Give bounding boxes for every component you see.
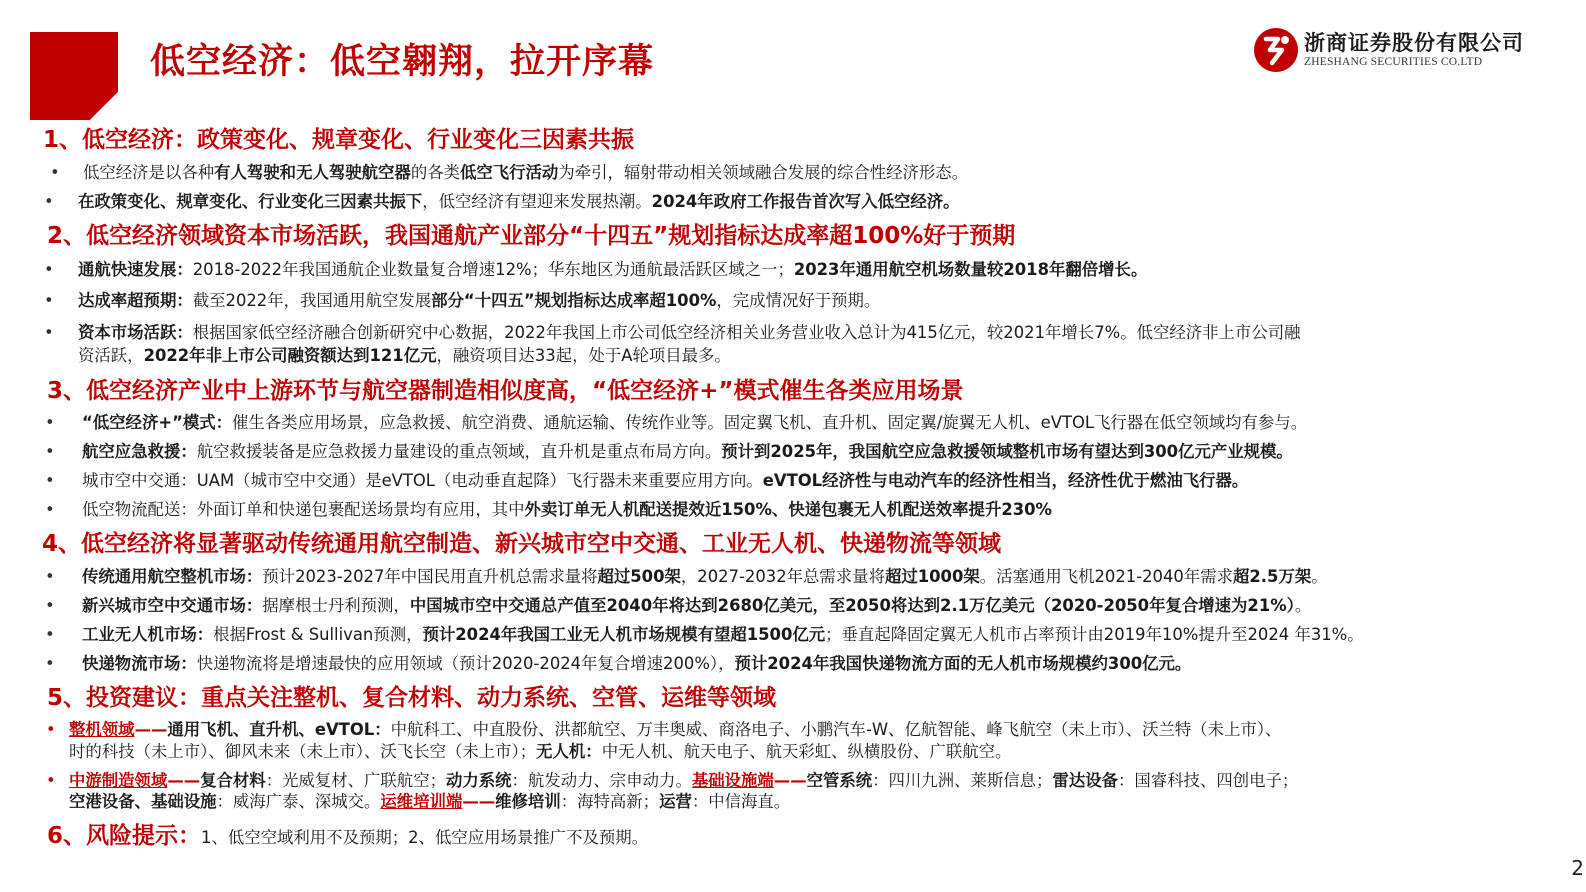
section-1-bullet-1: • 低空经济是以各种有人驾驶和无人驾驶航空器的各类低空飞行活动为牵引，辐射带动相关领域融合发展的综合性经济形态。 bbox=[50, 163, 969, 182]
section-4-bullet-4: • 快递物流市场：快递物流将是增速最快的应用领域（预计2020-2024年复合增速200%），预计2024年我国快递物流方面的无人机市场规模约300亿元。 bbox=[45, 654, 1192, 673]
section-6-heading: 6、风险提示：1、低空空域利用不及预期；2、低空应用场景推广不及预期。 bbox=[47, 823, 649, 849]
page-title: 低空经济：低空翱翔，拉开序幕 bbox=[150, 42, 655, 82]
section-4-bullet-1: • 传统通用航空整机市场：预计2023-2027年中国民用直升机总需求量将超过500架，2027-2032年总需求量将超过1000架。活塞通用飞机2021-2040年需求超2.5万架。 bbox=[45, 567, 1328, 586]
section-1-heading: 1、低空经济：政策变化、规章变化、行业变化三因素共振 bbox=[43, 127, 635, 153]
section-2-bullet-1: • 通航快速发展：2018-2022年我国通航企业数量复合增速12%；华东地区为通航最活跃区域之一；2023年通用航空机场数量较2018年翻倍增长。 bbox=[44, 260, 1148, 279]
company-name-en: ZHESHANG SECURITIES CO.LTD bbox=[1304, 56, 1483, 68]
section-3-bullet-2: • 航空应急救援：航空救援装备是应急救援力量建设的重点领域，直升机是重点布局方向。预计到2025年，我国航空应急救援领域整机市场有望达到300亿元产业规模。 bbox=[45, 442, 1293, 461]
section-4-heading: 4、低空经济将显著驱动传统通用航空制造、新兴城市空中交通、工业无人机、快递物流等领域 bbox=[42, 531, 1002, 557]
section-5-heading: 5、投资建议：重点关注整机、复合材料、动力系统、空管、运维等领域 bbox=[47, 685, 777, 711]
section-2-bullet-3-cont: 资活跃，2022年非上市公司融资额达到121亿元，融资项目达33起，处于A轮项目最多。 bbox=[78, 346, 731, 365]
section-5-bullet-2-cont: 空港设备、基础设施：威海广泰、深城交。运维培训端——维修培训：海特高新；运营：中信海直。 bbox=[69, 792, 791, 811]
page-number: 2 bbox=[1571, 856, 1584, 880]
section-4-bullet-3: • 工业无人机市场：根据Frost & Sullivan预测，预计2024年我国工业无人机市场规模有望超1500亿元；垂直起降固定翼无人机市占率预计由2019年10%提升至2024 年31%。 bbox=[45, 625, 1364, 644]
section-2-heading: 2、低空经济领域资本市场活跃，我国通航产业部分“十四五”规划指标达成率超100%好于预期 bbox=[47, 223, 1016, 249]
section-5-bullet-1: • 整机领域——通用飞机、直升机、eVTOL：中航科工、中直股份、洪都航空、万丰奥威、商洛电子、小鹏汽车-W、亿航智能、峰飞航空（未上市）、沃兰特（未上市）、 bbox=[46, 720, 1282, 739]
section-3-bullet-4: • 低空物流配送：外面订单和快递包裹配送场景均有应用，其中外卖订单无人机配送提效近150%、快递包裹无人机配送效率提升230% bbox=[45, 500, 1052, 519]
company-name-cn: 浙商证券股份有限公司 bbox=[1304, 31, 1524, 55]
section-3-heading: 3、低空经济产业中上游环节与航空器制造相似度高，“低空经济+”模式催生各类应用场景 bbox=[47, 378, 964, 404]
section-3-bullet-3: • 城市空中交通：UAM（城市空中交通）是eVTOL（电动垂直起降）飞行器未来重要应用方向。eVTOL经济性与电动汽车的经济性相当，经济性优于燃油飞行器。 bbox=[45, 471, 1249, 490]
section-2-bullet-2: • 达成率超预期：截至2022年，我国通用航空发展部分“十四五”规划指标达成率超100%，完成情况好于预期。 bbox=[44, 291, 881, 310]
section-3-bullet-1: • “低空经济+”模式：催生各类应用场景，应急救援、航空消费、通航运输、传统作业等。固定翼飞机、直升机、固定翼/旋翼无人机、eVTOL飞行器在低空领域均有参与。 bbox=[45, 413, 1308, 432]
section-4-bullet-2: • 新兴城市空中交通市场：据摩根士丹利预测，中国城市空中交通总产值至2040年将达到2680亿美元，至2050将达到2.1万亿美元（2020-2050年复合增速为21%）。 bbox=[45, 596, 1312, 615]
section-1-bullet-2: • 在政策变化、规章变化、行业变化三因素共振下，低空经济有望迎来发展热潮。2024年政府工作报告首次写入低空经济。 bbox=[44, 192, 960, 211]
section-5-bullet-1-cont: 时的科技（未上市）、御风未来（未上市）、沃飞长空（未上市）；无人机：中无人机、航天电子、航天彩虹、纵横股份、广联航空。 bbox=[69, 742, 1012, 761]
risk-text: 1、低空空域利用不及预期；2、低空应用场景推广不及预期。 bbox=[201, 828, 649, 847]
section-5-bullet-2: • 中游制造领域——复合材料：光威复材、广联航空；动力系统：航发动力、宗申动力。基础设施端——空管系统：四川九洲、莱斯信息；雷达设备：国睿科技、四创电子； bbox=[46, 771, 1299, 790]
section-2-bullet-3: • 资本市场活跃：根据国家低空经济融合创新研究中心数据，2022年我国上市公司低空经济相关业务营业收入总计为415亿元，较2021年增长7%。低空经济非上市公司融 bbox=[44, 323, 1301, 342]
